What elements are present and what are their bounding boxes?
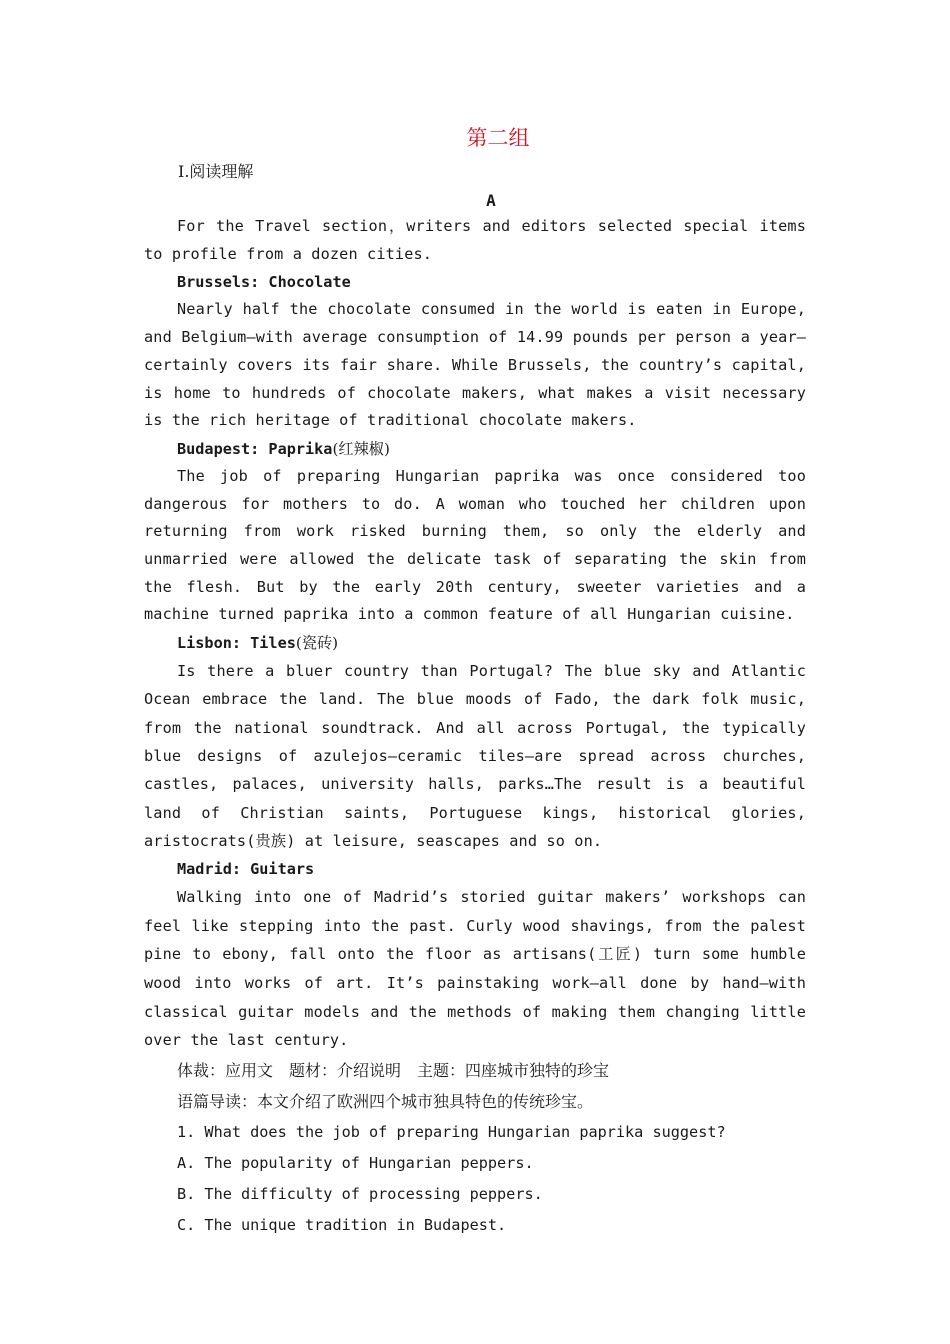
- passage-guide: 语篇导读：本文介绍了欧洲四个城市独具特色的传统珍宝。: [177, 1091, 594, 1111]
- city-heading-note: (红辣椒): [332, 439, 390, 458]
- city-heading-note: (瓷砖): [295, 634, 339, 653]
- question-stem: 1. What does the job of preparing Hungarian paprika suggest?: [177, 1122, 726, 1141]
- city-heading-brussels: [144, 268, 806, 296]
- section-label: Ⅰ.阅读理解: [178, 162, 254, 181]
- meta-topic: 题材：介绍说明: [289, 1060, 402, 1080]
- city-heading-budapest: [144, 435, 806, 463]
- city-paragraph-brussels: Nearly half the chocolate consumed in the world is eaten in Europe, and Belgium—with average consumption of 14.99 pounds per person a year—certainly covers its fair share. While Brussels, the country’s capital, is home to hundreds of chocolate makers, what makes a visit necessary is the rich heritage of traditional chocolate makers.: [144, 300, 806, 430]
- passage-letter: A: [486, 191, 496, 210]
- city-heading-lisbon: [144, 629, 806, 657]
- meta-theme: 主题：四座城市独特的珍宝: [417, 1060, 610, 1080]
- city-heading-text: Lisbon: Tiles: [177, 634, 296, 653]
- city-heading-madrid: [144, 855, 806, 883]
- city-heading-text: Madrid: Guitars: [177, 860, 315, 879]
- page-title: 第二组: [466, 126, 530, 150]
- question-option-a: A. The popularity of Hungarian peppers.: [177, 1153, 534, 1172]
- passage-body: [144, 213, 806, 1241]
- city-heading-text: Budapest: Paprika: [177, 439, 333, 458]
- city-heading-text: Brussels: Chocolate: [177, 273, 351, 292]
- passage-meta: [144, 1055, 806, 1086]
- question-option-b: B. The difficulty of processing peppers.: [177, 1184, 543, 1203]
- city-paragraph-madrid: Walking into one of Madrid’s storied guitar makers’ workshops can feel like stepping into the past. Curly wood shavings, from the palest pine to ebony, fall onto the floor as artisans(工匠) turn some humble wood into works of art. It’s painstaking work—all done by hand—with classical guitar models and the methods of making them changing little over the last century.: [144, 888, 806, 1050]
- intro-paragraph: For the Travel section，writers and editors selected special items to profile from a dozen cities.: [144, 217, 806, 263]
- city-paragraph-budapest: The job of preparing Hungarian paprika was once considered too dangerous for mothers to do. A woman who touched her children upon returning from work risked burning them, so only the elderly and unmarried were allowed the delicate task of separating the skin from the flesh. But by the early 20th century, sweeter varieties and a machine turned paprika into a common feature of all Hungarian cuisine.: [144, 466, 806, 624]
- meta-genre: 体裁：应用文: [177, 1060, 274, 1080]
- question-option-c: C. The unique tradition in Budapest.: [177, 1215, 507, 1234]
- city-paragraph-lisbon: Is there a bluer country than Portugal? The blue sky and Atlantic Ocean embrace the land. The blue moods of Fado, the dark folk music, from the national soundtrack. And all across Portugal, the typically blue designs of azulejos—ceramic tiles—are spread across churches, castles, palaces, university halls, parks…The result is a beautiful land of Christian saints, Portuguese kings, historical glories, aristocrats(贵族) at leisure, seascapes and so on.: [144, 662, 806, 850]
